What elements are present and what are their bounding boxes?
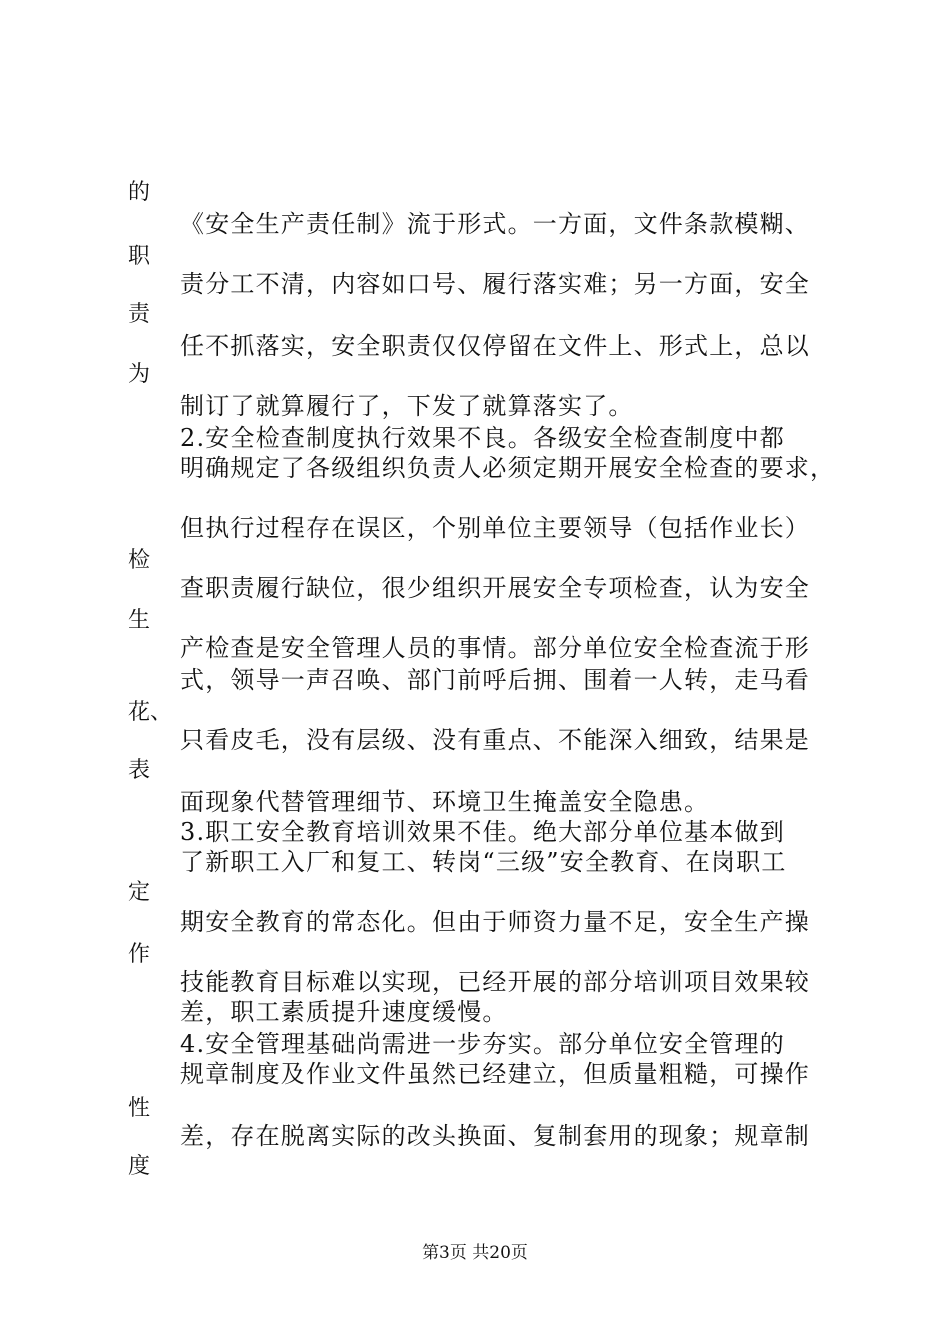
margin-char: 表: [128, 758, 151, 783]
margin-char: 作: [128, 942, 151, 967]
body-line: 2.安全检查制度执行效果不良。各级安全检查制度中都: [180, 424, 785, 452]
margin-char: 检: [128, 548, 151, 573]
body-line: 技能教育目标难以实现，已经开展的部分培训项目效果较: [180, 968, 810, 996]
margin-char: 责: [128, 302, 151, 327]
body-line: 式，领导一声召唤、部门前呼后拥、围着一人转，走马看: [180, 666, 810, 694]
body-line: 制订了就算履行了，下发了就算落实了。: [180, 392, 634, 420]
page-number-footer: 第3页 共20页: [422, 1243, 528, 1263]
body-line: 面现象代替管理细节、环境卫生掩盖安全隐患。: [180, 788, 710, 816]
body-line: 4.安全管理基础尚需进一步夯实。部分单位安全管理的: [180, 1030, 785, 1058]
margin-char: 为: [128, 362, 151, 387]
body-line: 期安全教育的常态化。但由于师资力量不足，安全生产操: [180, 908, 810, 936]
body-line: 任不抓落实，安全职责仅仅停留在文件上、形式上，总以: [180, 332, 810, 360]
body-line: 差，职工素质提升速度缓慢。: [180, 998, 508, 1026]
body-line: 查职责履行缺位，很少组织开展安全专项检查，认为安全: [180, 574, 810, 602]
margin-char: 职: [128, 244, 151, 269]
body-line: 产检查是安全管理人员的事情。部分单位安全检查流于形: [180, 634, 810, 662]
body-line: 但执行过程存在误区，个别单位主要领导（包括作业长）: [180, 514, 810, 542]
body-line: 规章制度及作业文件虽然已经建立，但质量粗糙，可操作: [180, 1060, 810, 1088]
margin-char: 花、: [128, 700, 173, 725]
body-line: 了新职工入厂和复工、转岗“三级”安全教育、在岗职工: [180, 848, 787, 876]
margin-char: 定: [128, 880, 151, 905]
body-line: 《安全生产责任制》流于形式。一方面，文件条款模糊、: [180, 210, 810, 238]
margin-char: 性: [128, 1096, 151, 1121]
margin-char: 生: [128, 608, 151, 633]
body-line: 差，存在脱离实际的改头换面、复制套用的现象；规章制: [180, 1122, 810, 1150]
margin-char: 度: [128, 1154, 151, 1179]
body-line: 3.职工安全教育培训效果不佳。绝大部分单位基本做到: [180, 818, 785, 846]
body-line: 责分工不清，内容如口号、履行落实难；另一方面，安全: [180, 270, 810, 298]
body-line: 只看皮毛，没有层级、没有重点、不能深入细致，结果是: [180, 726, 810, 754]
body-line: 明确规定了各级组织负责人必须定期开展安全检查的要求，: [180, 454, 836, 482]
margin-char: 的: [128, 180, 151, 205]
